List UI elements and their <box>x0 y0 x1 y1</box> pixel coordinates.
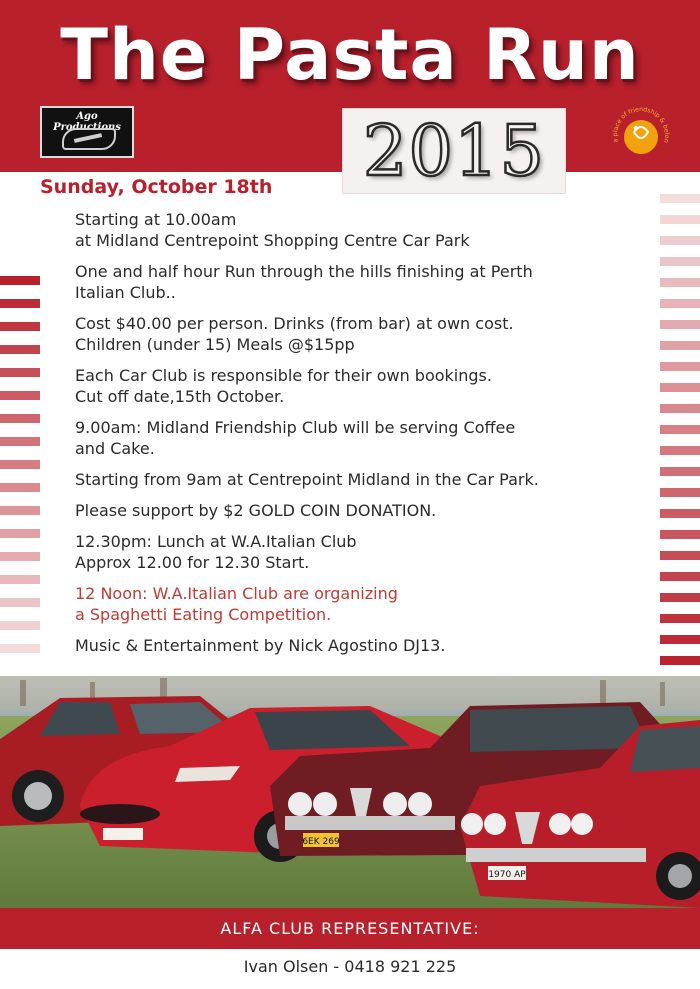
detail-line: and Cake. <box>75 439 155 458</box>
stripe <box>660 362 700 371</box>
detail-line: Cost $40.00 per person. Drinks (from bar) at own cost. <box>75 314 514 333</box>
detail-paragraph <box>75 365 650 407</box>
stripe <box>0 506 40 515</box>
detail-line: One and half hour Run through the hills finishing at Perth <box>75 262 533 281</box>
detail-line: 12 Noon: W.A.Italian Club are organizing <box>75 584 398 603</box>
stripe <box>0 391 40 400</box>
stripe <box>660 194 700 203</box>
stripe <box>660 320 700 329</box>
representative-label: ALFA CLUB REPRESENTATIVE: <box>220 919 480 938</box>
plate-front-left: 6EK 269 <box>302 837 340 847</box>
cars-illustration <box>0 676 700 908</box>
detail-line: Starting from 9am at Centrepoint Midland in the Car Park. <box>75 470 539 489</box>
stripe <box>0 437 40 446</box>
footer-banner <box>0 908 700 949</box>
stripe <box>660 446 700 455</box>
stripe <box>0 552 40 561</box>
stripe <box>660 614 700 623</box>
detail-line: at Midland Centrepoint Shopping Centre Car Park <box>75 231 470 250</box>
stripe <box>0 598 40 607</box>
detail-line: 9.00am: Midland Friendship Club will be serving Coffee <box>75 418 516 437</box>
detail-line: a Spaghetti Eating Competition. <box>75 605 332 624</box>
detail-paragraph <box>75 469 650 490</box>
event-details <box>75 209 650 666</box>
stripe <box>0 575 40 584</box>
stripe <box>660 488 700 497</box>
stripe <box>660 509 700 518</box>
stripe <box>660 299 700 308</box>
stripe <box>660 404 700 413</box>
stripe <box>0 322 40 331</box>
stripe <box>0 276 40 285</box>
friendship-club-logo-text: a place of friendship & belon <box>611 106 671 144</box>
detail-line: Cut off date,15th October. <box>75 387 285 406</box>
detail-paragraph <box>75 261 650 303</box>
stripe <box>660 593 700 602</box>
stripe <box>0 621 40 630</box>
stripe <box>660 572 700 581</box>
detail-paragraph <box>75 583 650 625</box>
page-title: The Pasta Run <box>60 14 640 96</box>
stripe <box>660 341 700 350</box>
stripe <box>0 299 40 308</box>
detail-line: Please support by $2 GOLD COIN DONATION. <box>75 501 437 520</box>
stripe <box>660 425 700 434</box>
detail-paragraph <box>75 500 650 521</box>
detail-line: Italian Club.. <box>75 283 176 302</box>
stripe <box>660 236 700 245</box>
stripe <box>0 414 40 423</box>
detail-line: Approx 12.00 for 12.30 Start. <box>75 553 310 572</box>
friendship-club-logo <box>606 102 676 172</box>
detail-line: 12.30pm: Lunch at W.A.Italian Club <box>75 532 357 551</box>
stripe <box>0 460 40 469</box>
detail-line: Starting at 10.00am <box>75 210 237 229</box>
representative-contact: Ivan Olsen - 0418 921 225 <box>243 957 457 976</box>
year-badge <box>342 108 566 194</box>
detail-paragraph <box>75 209 650 251</box>
ago-productions-logo <box>40 106 134 158</box>
detail-paragraph <box>75 417 650 459</box>
detail-line: Each Car Club is responsible for their own bookings. <box>75 366 492 385</box>
stripe <box>660 278 700 287</box>
plate-front-right: 1970 AP <box>488 870 526 880</box>
stripe <box>0 644 40 653</box>
stripe <box>660 467 700 476</box>
event-date: Sunday, October 18th <box>40 176 273 198</box>
year-label: 2015 <box>362 110 546 192</box>
stripe <box>0 368 40 377</box>
stripe <box>0 483 40 492</box>
detail-line: Music & Entertainment by Nick Agostino DJ13. <box>75 636 446 655</box>
detail-paragraph <box>75 313 650 355</box>
stripe <box>660 215 700 224</box>
stripe <box>0 529 40 538</box>
classic-cars-photo <box>0 676 700 908</box>
stripe <box>660 635 700 644</box>
detail-line: Children (under 15) Meals @$15pp <box>75 335 355 354</box>
stripe <box>660 383 700 392</box>
stripe <box>660 656 700 665</box>
detail-paragraph <box>75 635 650 656</box>
detail-paragraph <box>75 531 650 573</box>
stripe <box>0 345 40 354</box>
saxophone-icon <box>62 128 116 150</box>
stripe <box>660 530 700 539</box>
stripe <box>660 551 700 560</box>
ago-productions-logo-text: Ago Productions <box>53 111 121 133</box>
stripe <box>660 257 700 266</box>
